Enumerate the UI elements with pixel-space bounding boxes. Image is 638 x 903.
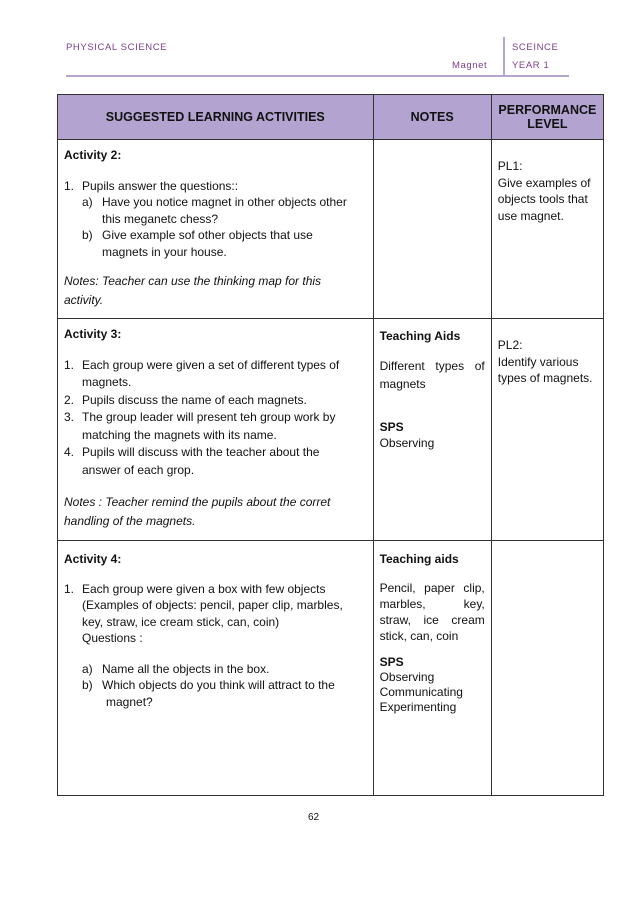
notes-cell <box>373 541 491 796</box>
activity-title: Activity 3: <box>64 327 122 341</box>
list-item: b) Give example sof other objects that use magnets in your house. <box>82 228 313 259</box>
performance-level: PL1: Give examples of objects tools that use magnet. <box>497 159 591 223</box>
list-item: 3. The group leader will present teh group work by matching the magnets with its name. <box>64 410 336 442</box>
activity-cell <box>58 319 374 541</box>
table-row <box>58 541 604 796</box>
table-row <box>58 319 604 541</box>
header-year: YEAR 1 <box>512 60 550 71</box>
performance-cell <box>491 140 603 319</box>
sps-item: Experimenting <box>379 700 457 714</box>
list-item: 2. Pupils discuss the name of each magnets. <box>64 392 307 407</box>
header-subject: PHYSICAL SCIENCE <box>66 42 168 53</box>
list-item: a) Name all the objects in the box. <box>82 661 270 676</box>
table-header-row <box>58 95 604 140</box>
activity-note: Notes: Teacher can use the thinking map for this activity. <box>64 274 322 307</box>
activity-title: Activity 2: <box>64 148 122 162</box>
activity-cell <box>58 541 374 796</box>
activity-cell <box>58 140 374 319</box>
header-performance-level: PERFORMANCE LEVEL <box>491 95 603 140</box>
sps-item: Observing <box>379 670 435 684</box>
activities-table <box>57 94 604 796</box>
teaching-aids-text: Different types of magnets <box>379 358 485 391</box>
header-topic: Magnet <box>452 60 488 71</box>
page-number: 62 <box>308 812 320 823</box>
list-item: 1. Pupils answer the questions:: <box>64 178 239 193</box>
activity-note: Notes : Teacher remind the pupils about the corret handling of the magnets. <box>64 495 331 528</box>
teaching-aids-text: Pencil, paper clip, marbles, key, straw, ice cream stick, can, coin <box>379 580 485 643</box>
list-item: 4. Pupils will discuss with the teacher about the answer of each grop. <box>64 445 320 477</box>
list-item: 1. Each group were given a set of different types of magnets. <box>64 357 340 389</box>
teaching-aids-title: Teaching Aids <box>379 329 461 343</box>
notes-cell <box>373 319 491 541</box>
header-subject-right: SCEINCE <box>512 42 559 53</box>
performance-level: PL2: Identify various types of magnets. <box>497 338 593 385</box>
activity-title: Activity 4: <box>64 552 122 566</box>
table-row <box>58 140 604 319</box>
performance-cell <box>491 319 603 541</box>
notes-cell <box>373 140 491 319</box>
header-notes: NOTES <box>373 95 491 140</box>
sps-item: Observing <box>379 436 435 450</box>
header-divider-vertical <box>503 37 505 77</box>
list-item: b) Which objects do you think will attract to the magnet? <box>82 678 335 709</box>
sps-title: SPS <box>379 654 404 669</box>
list-item: 1. Each group were given a box with few objects (Examples of objects: pencil, paper clip, marbles, key, straw, ice cream stick, can, coin) Questions : <box>64 581 343 645</box>
header-divider-horizontal <box>66 75 569 77</box>
teaching-aids-title: Teaching aids <box>379 552 459 566</box>
sps-title: SPS <box>379 419 404 434</box>
performance-cell <box>491 541 603 796</box>
header-activities: SUGGESTED LEARNING ACTIVITIES <box>58 95 374 140</box>
list-item: a) Have you notice magnet in other objects other this meganetc chess? <box>82 195 347 226</box>
sps-item: Communicating <box>379 685 463 699</box>
